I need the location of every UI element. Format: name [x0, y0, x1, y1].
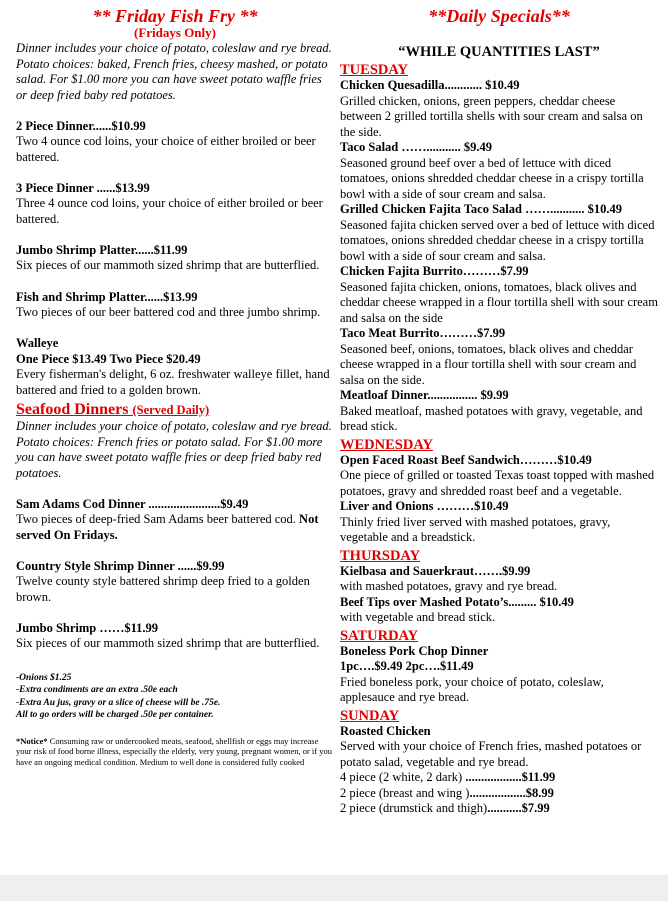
seafood-intro-1: Dinner includes your choice of potato, coleslaw and rye bread.	[16, 419, 332, 433]
note-line: -Onions $1.25	[16, 672, 72, 683]
seafood-title-note: (Served Daily)	[132, 403, 210, 417]
special-item	[340, 644, 658, 706]
special-item	[340, 724, 658, 817]
menu-item	[16, 289, 334, 321]
item-name: Taco Meat Burrito………$7.99	[340, 326, 506, 340]
menu-item	[16, 118, 334, 165]
special-item	[340, 388, 658, 435]
extras-notes	[16, 672, 334, 722]
item-desc	[16, 512, 334, 543]
item-desc: Six pieces of our mammoth sized shrimp that are butterflied.	[16, 258, 320, 272]
item-desc: Grilled chicken, onions, green peppers, cheddar cheese between 2 grilled tortilla shells with sour cream and salsa on the side.	[340, 93, 643, 139]
special-item	[340, 595, 658, 626]
day-heading-thursday: THURSDAY	[340, 547, 421, 564]
item-name: 3 Piece Dinner ......$13.99	[16, 181, 150, 195]
item-prices: One Piece $13.49 Two Piece $20.49	[16, 352, 201, 366]
menu-item	[16, 180, 334, 227]
item-desc: Seasoned beef, onions, tomatoes, black olives and cheddar cheese wrapped in a flour tortilla shell with sour cream and salsa on the side.	[340, 341, 637, 387]
notice-label: *Notice*	[16, 735, 48, 746]
left-column	[16, 6, 334, 767]
item-name: Meatloaf Dinner................ $9.99	[340, 388, 509, 402]
special-item	[340, 499, 658, 546]
menu-item	[16, 620, 334, 652]
day-heading-tuesday: TUESDAY	[340, 62, 408, 78]
item-name: Chicken Fajita Burrito………$7.99	[340, 264, 529, 278]
seafood-title-text: Seafood Dinners	[16, 401, 129, 418]
price-label: 4 piece (2 white, 2 dark)	[340, 770, 466, 784]
item-name: Sam Adams Cod Dinner .......................$9.49	[16, 497, 249, 511]
item-name: Jumbo Shrimp ……$11.99	[16, 621, 159, 635]
item-desc: One piece of grilled or toasted Texas toast topped with mashed potatoes, gravy and shredded roast beef and a vegetable.	[340, 468, 655, 498]
item-desc: Fried boneless pork, your choice of potato, coleslaw, applesauce and rye bread.	[340, 674, 604, 704]
item-name: Country Style Shrimp Dinner ......$9.99	[16, 559, 225, 573]
item-desc: Seasoned ground beef over a bed of lettuce with diced tomatoes, onions shredded cheddar cheese in a crispy tortilla bowl with a side of sour cream and salsa.	[340, 155, 644, 201]
special-item	[340, 140, 658, 202]
item-desc-text: Two pieces of deep-fried Sam Adams beer battered cod.	[16, 512, 296, 526]
food-safety-notice	[16, 736, 334, 768]
notice-text: Consuming raw or undercooked meats, seafood, shellfish or eggs may increase your risk of food borne illness, especially the elderly, very young, pregnant women, or if you have an ongoing medical condition. Medium to well done is considered fully cooked	[16, 735, 332, 767]
day-heading-wednesday: WEDNESDAY	[340, 436, 433, 453]
item-name: Fish and Shrimp Platter......$13.99	[16, 289, 198, 304]
special-item	[340, 78, 658, 140]
walleye-item	[16, 335, 334, 398]
day-heading-sunday: SUNDAY	[340, 707, 400, 724]
specials-tagline: “WHILE QUANTITIES LAST”	[398, 44, 600, 60]
item-name: 2 Piece Dinner......$10.99	[16, 119, 146, 133]
special-item	[340, 564, 658, 595]
item-name: Chicken Quesadilla............ $10.49	[340, 78, 520, 92]
right-column	[340, 6, 658, 817]
price-label: 2 piece (drumstick and thigh)	[340, 801, 488, 815]
item-desc: Twelve county style battered shrimp deep fried to a golden brown.	[16, 574, 310, 604]
item-desc: Two pieces of our beer battered cod and three jumbo shrimp.	[16, 304, 321, 319]
item-desc: Baked meatloaf, mashed potatoes with gravy, vegetable, and bread stick.	[340, 403, 643, 433]
price-line	[340, 786, 658, 802]
item-desc: with vegetable and bread stick.	[340, 610, 496, 624]
item-desc: Three 4 ounce cod loins, your choice of either broiled or beer battered.	[16, 196, 323, 226]
special-item	[340, 453, 658, 500]
price-value: ..................$8.99	[469, 785, 554, 800]
seafood-title	[16, 401, 334, 419]
menu-item	[16, 558, 334, 605]
item-desc: Two 4 ounce cod loins, your choice of either broiled or beer battered.	[16, 134, 316, 164]
price-line	[340, 770, 658, 786]
item-name: Jumbo Shrimp Platter......$11.99	[16, 243, 188, 257]
item-name: Boneless Pork Chop Dinner	[340, 643, 489, 658]
price-line	[340, 801, 658, 817]
menu-item	[16, 242, 334, 274]
price-value: ...........$7.99	[487, 801, 550, 815]
item-desc-bold: Not served On Fridays.	[16, 512, 319, 542]
special-item	[340, 202, 658, 264]
fish-fry-subtitle: (Fridays Only)	[134, 25, 216, 40]
item-desc: Seasoned fajita chicken served over a bed of lettuce with diced tomatoes, onions shredded cheddar cheese in a crispy tortilla bowl with a side of sour cream and salsa.	[340, 217, 655, 263]
price-value: ..................$11.99	[465, 770, 556, 784]
item-desc: with mashed potatoes, gravy and rye bread.	[340, 579, 558, 593]
item-name: Open Faced Roast Beef Sandwich………$10.49	[340, 452, 592, 467]
item-desc: Every fisherman's delight, 6 oz. freshwater walleye fillet, hand battered and fried to a golden brown.	[16, 367, 330, 397]
note-line: All to go orders will be charged .50e per container.	[16, 710, 214, 720]
item-name: Kielbasa and Sauerkraut…….$9.99	[340, 563, 531, 578]
item-name: Grilled Chicken Fajita Taco Salad ……........... $10.49	[340, 202, 622, 216]
item-desc: Thinly fried liver served with mashed potatoes, gravy, vegetable and a breadstick.	[340, 514, 611, 544]
note-line: -Extra condiments are an extra .50e each	[16, 685, 178, 695]
item-desc: Seasoned fajita chicken, onions, tomatoes, black olives and cheddar cheese wrapped in a flour tortilla shell with sour cream and salsa on the side	[340, 279, 658, 325]
fish-fry-intro: Dinner includes your choice of potato, coleslaw and rye bread. Potato choices: baked, French fries, cheesy mashed, or potato salad. For $1.00 more you can have sweet potato waffle fries or deep fried baby red potatoes.	[16, 41, 332, 102]
item-name: Liver and Onions ………$10.49	[340, 499, 509, 513]
item-prices: 1pc….$9.49 2pc….$11.49	[340, 659, 474, 673]
item-name: Roasted Chicken	[340, 723, 431, 738]
price-label: 2 piece (breast and wing )	[340, 785, 470, 800]
item-name: Taco Salad ……........... $9.49	[340, 140, 492, 154]
fish-fry-title: ** Friday Fish Fry **	[92, 6, 258, 26]
item-name: Walleye	[16, 336, 59, 350]
day-heading-saturday: SATURDAY	[340, 627, 419, 644]
special-item	[340, 326, 658, 388]
specials-title: **Daily Specials**	[428, 6, 570, 26]
seafood-intro-2: Potato choices: French fries or potato salad. For $1.00 more you can have sweet potato waffle fries or deep fried baby red potatoes.	[16, 434, 323, 480]
item-name: Beef Tips over Mashed Potato’s......... $10.49	[340, 594, 574, 609]
menu-item	[16, 496, 334, 543]
note-line: -Extra Au jus, gravy or a slice of cheese will be .75e.	[16, 697, 221, 708]
special-item	[340, 264, 658, 326]
item-desc: Served with your choice of French fries, mashed potatoes or potato salad, vegetable and rye bread.	[340, 739, 642, 769]
item-desc: Six pieces of our mammoth sized shrimp that are butterflied.	[16, 636, 320, 650]
